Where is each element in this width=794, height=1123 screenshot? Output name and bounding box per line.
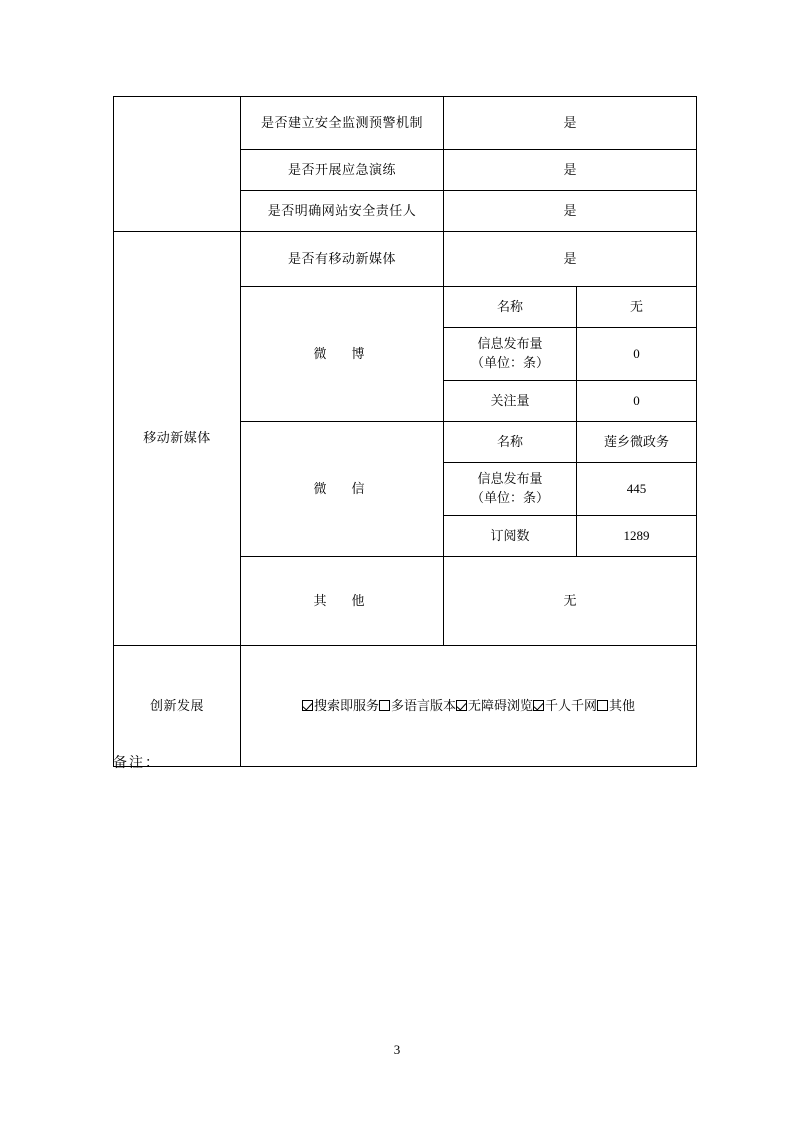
government-website-report-table bbox=[113, 96, 697, 767]
checkbox-icon[interactable] bbox=[302, 700, 313, 711]
innovation-option-2-label: 无障碍浏览 bbox=[468, 697, 534, 713]
innovation-option-1[interactable] bbox=[379, 697, 456, 716]
security-row-0-label: 是否建立安全监测预警机制 bbox=[241, 97, 444, 150]
table-row bbox=[114, 97, 697, 150]
innovation-options-cell bbox=[241, 646, 697, 767]
innovation-option-1-label: 多语言版本 bbox=[390, 697, 456, 713]
mobile-media-section-label: 移动新媒体 bbox=[114, 232, 241, 646]
has-mobile-media-value: 是 bbox=[444, 232, 697, 287]
security-row-2-value: 是 bbox=[444, 191, 697, 232]
table-row bbox=[114, 646, 697, 767]
security-row-2-label: 是否明确网站安全责任人 bbox=[241, 191, 444, 232]
weixin-item-2-value: 1289 bbox=[577, 516, 697, 557]
weibo-item-1-name-line1: 信息发布量 bbox=[477, 336, 543, 352]
has-mobile-media-label: 是否有移动新媒体 bbox=[241, 232, 444, 287]
weibo-item-0-value: 无 bbox=[577, 287, 697, 328]
weixin-item-0-name: 名称 bbox=[444, 422, 577, 463]
weixin-item-1-name bbox=[444, 463, 577, 516]
security-row-0-value: 是 bbox=[444, 97, 697, 150]
innovation-option-3-label: 千人千网 bbox=[545, 697, 598, 713]
weixin-item-1-name-line1: 信息发布量 bbox=[477, 471, 543, 487]
other-media-value: 无 bbox=[444, 557, 697, 646]
security-row-1-label: 是否开展应急演练 bbox=[241, 150, 444, 191]
innovation-option-0-label: 搜索即服务 bbox=[313, 697, 379, 713]
security-row-1-value: 是 bbox=[444, 150, 697, 191]
innovation-option-2[interactable] bbox=[456, 697, 533, 716]
weixin-item-0-value: 莲乡微政务 bbox=[577, 422, 697, 463]
security-section-label-cell bbox=[114, 97, 241, 232]
innovation-section-label: 创新发展 bbox=[114, 646, 241, 767]
table-row bbox=[114, 232, 697, 287]
checkbox-icon[interactable] bbox=[533, 700, 544, 711]
page-number: 3 bbox=[393, 1042, 401, 1057]
weibo-label: 微 博 bbox=[241, 287, 444, 422]
weibo-item-2-value: 0 bbox=[577, 381, 697, 422]
weibo-item-2-name: 关注量 bbox=[444, 381, 577, 422]
checkbox-icon[interactable] bbox=[379, 700, 390, 711]
weibo-item-1-name bbox=[444, 328, 577, 381]
checkbox-icon[interactable] bbox=[597, 700, 608, 711]
remark-label: 备注： bbox=[113, 756, 161, 771]
innovation-option-0[interactable] bbox=[302, 697, 379, 716]
checkbox-icon[interactable] bbox=[456, 700, 467, 711]
innovation-option-3[interactable] bbox=[533, 697, 597, 716]
weibo-item-1-name-line2: （单位：条） bbox=[470, 355, 549, 370]
weibo-item-0-name: 名称 bbox=[444, 287, 577, 328]
weixin-item-2-name: 订阅数 bbox=[444, 516, 577, 557]
weixin-item-1-value: 445 bbox=[577, 463, 697, 516]
innovation-option-4[interactable] bbox=[597, 697, 635, 716]
weibo-item-1-value: 0 bbox=[577, 328, 697, 381]
innovation-option-4-label: 其他 bbox=[609, 697, 636, 713]
weixin-label: 微 信 bbox=[241, 422, 444, 557]
other-media-label: 其 他 bbox=[241, 557, 444, 646]
weixin-item-1-name-line2: （单位：条） bbox=[470, 490, 549, 505]
